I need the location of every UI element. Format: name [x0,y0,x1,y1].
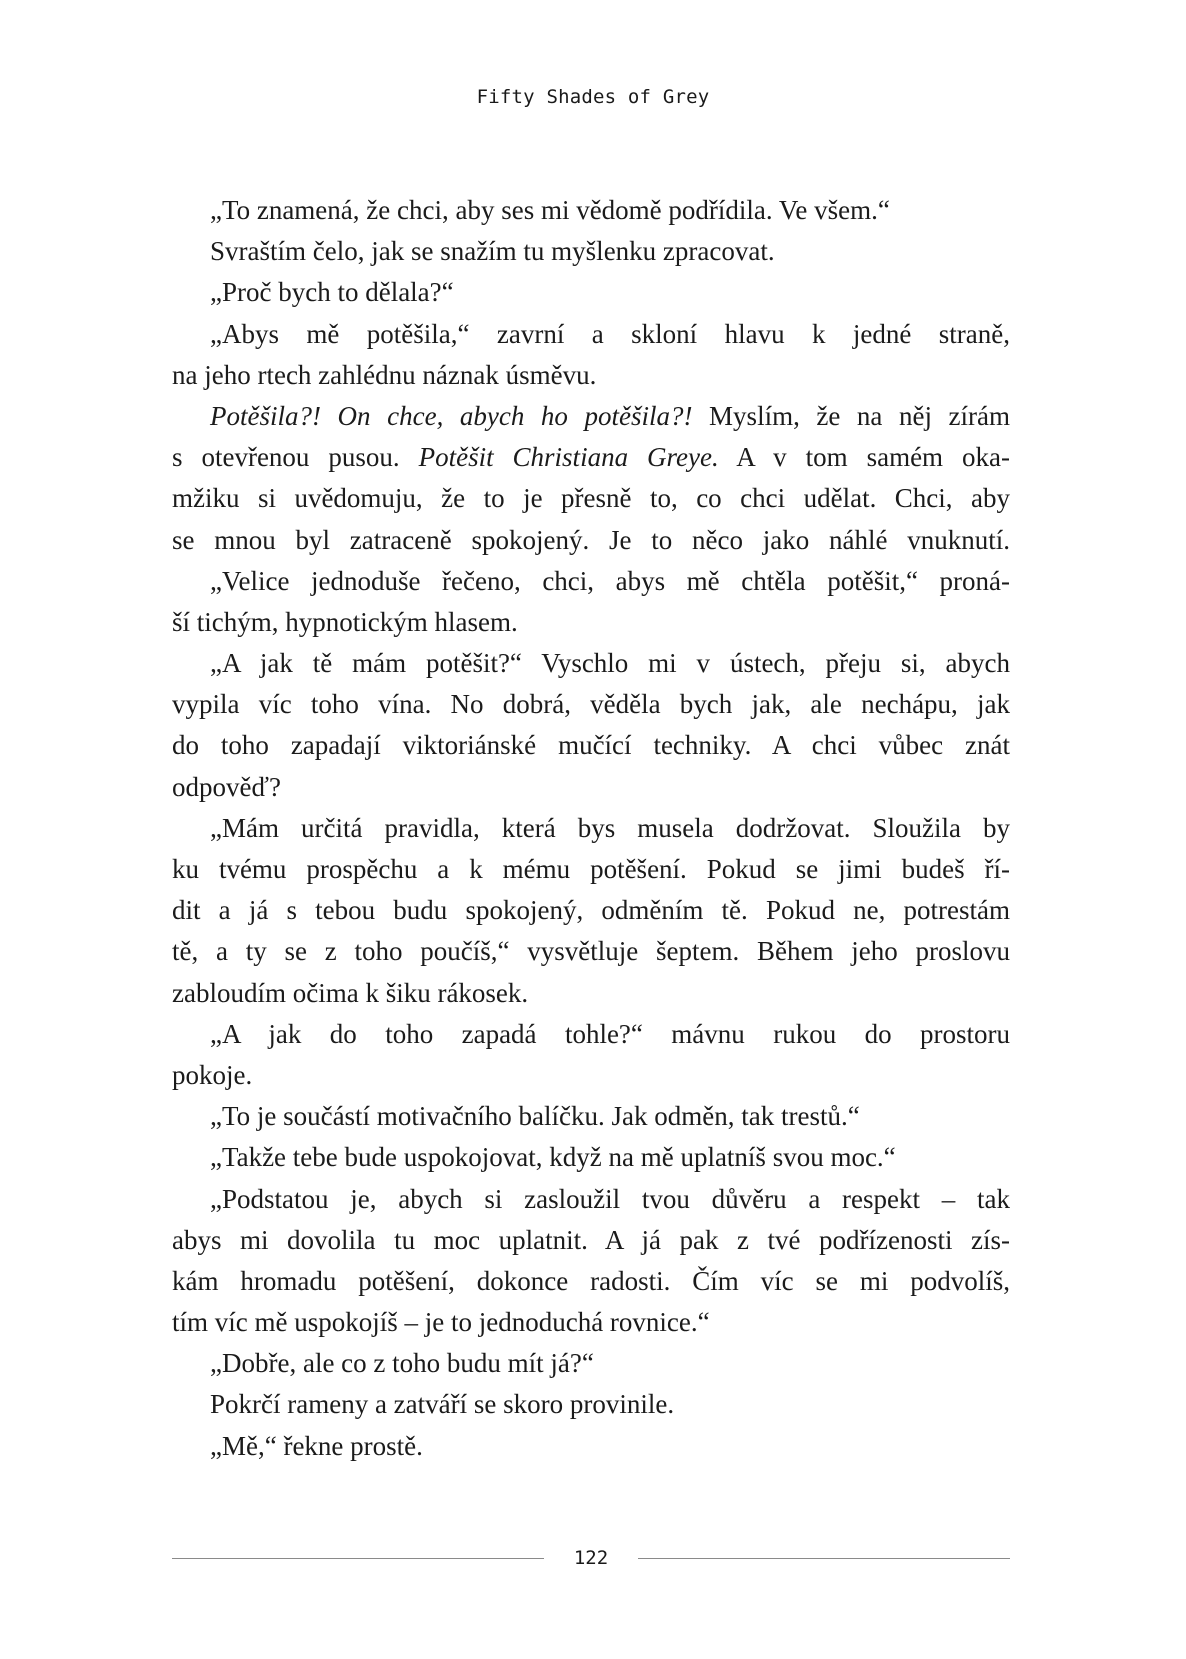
text-segment: Pokrčí rameny a zatváří se skoro provinile. [210,1389,675,1420]
text-segment: „Podstatou je, abych si zasloužil tvou důvěru a respekt – tak [210,1183,1010,1214]
text-segment: „Mě,“ řekne prostě. [210,1430,423,1461]
text-segment: „Dobře, ale co z toho budu mít já?“ [210,1348,594,1379]
text-segment: „A jak do toho zapadá tohle?“ mávnu rukou do prostoru [210,1018,1010,1049]
text-line [172,478,1010,519]
page-footer [172,1545,1010,1571]
italic-text-segment: Potěšila?! On chce, abych ho potěšila?! [210,400,693,431]
text-line [172,355,1010,396]
text-segment: „Velice jednoduše řečeno, chci, abys mě chtěla potěšit,“ proná- [210,565,1010,596]
text-segment: s otevřenou pusou. [172,442,419,473]
text-segment: zabloudím očima k šiku rákosek. [172,977,529,1008]
text-line [172,1426,1010,1467]
text-segment: A v tom samém oka- [718,442,1010,473]
text-line [172,890,1010,931]
text-segment: „Abys mě potěšila,“ zavrní a skloní hlavu k jedné straně, [210,318,1010,349]
text-segment: na jeho rtech zahlédnu náznak úsměvu. [172,359,597,390]
text-segment: ku tvému prospěchu a k mému potěšení. Pokud se jimi budeš ří- [172,854,1010,884]
text-segment: abys mi dovolila tu moc uplatnit. A já pak z tvé podřízenosti zís- [172,1224,1010,1255]
text-line [172,1137,1010,1178]
text-segment: kám hromadu potěšení, dokonce radosti. Čím víc se mi podvolíš, [172,1265,1010,1296]
text-line [172,437,1010,478]
running-head-title: Fifty Shades of Grey [476,86,710,108]
text-line [172,931,1010,972]
text-segment: „Takže tebe bude uspokojovat, když na mě uplatníš svou moc.“ [210,1142,896,1173]
text-line [172,808,1010,849]
text-segment: „To je součástí motivačního balíčku. Jak odměn, tak trestů.“ [210,1101,860,1132]
text-segment: „To znamená, že chci, aby ses mi vědomě podřídila. Ve všem.“ [210,195,890,225]
text-line [172,1055,1010,1096]
text-segment: „A jak tě mám potěšit?“ Vyschlo mi v ústech, přeju si, abych [210,648,1010,679]
page-number: 122 [573,1547,609,1569]
text-line [172,231,1010,272]
text-line [172,602,1010,643]
text-segment: pokoje. [172,1059,253,1090]
text-line [172,1179,1010,1220]
text-line [172,1096,1010,1137]
text-line [172,767,1010,808]
text-segment: Myslím, že na něj zírám [692,400,1010,431]
text-segment: „Proč bych to dělala?“ [210,277,454,308]
text-segment: do toho zapadají viktoriánské mučící techniky. A chci vůbec znát [172,730,1010,761]
text-segment: „Mám určitá pravidla, která bys musela dodržovat. Sloužila by [210,812,1010,843]
text-segment: mžiku si uvědomuju, že to je přesně to, co chci udělat. Chci, aby [172,483,1010,514]
footer-rule-right [638,1558,1010,1559]
text-line [172,520,1010,561]
text-line [172,1302,1010,1343]
page-body-text [172,190,1010,1467]
text-segment: vypila víc toho vína. No dobrá, věděla bych jak, ale nechápu, jak [172,689,1010,720]
text-segment: Svraštím čelo, jak se snažím tu myšlenku zpracovat. [210,236,775,267]
text-line [172,973,1010,1014]
footer-rule-left [172,1558,544,1559]
text-segment: odpověď? [172,771,281,802]
text-line [172,1384,1010,1425]
italic-text-segment: Potěšit Christiana Greye. [418,442,719,473]
text-line [172,1220,1010,1261]
text-line [172,725,1010,766]
text-segment: ší tichým, hypnotickým hlasem. [172,606,518,637]
text-line [172,314,1010,355]
text-segment: tě, a ty se z toho poučíš,“ vysvětluje šeptem. Během jeho proslovu [172,936,1010,967]
text-segment: tím víc mě uspokojíš – je to jednoduchá rovnice.“ [172,1307,710,1338]
text-line [172,1261,1010,1302]
text-segment: dit a já s tebou budu spokojený, odměním tě. Pokud ne, potrestám [172,895,1010,926]
text-line [172,643,1010,684]
text-line [172,561,1010,602]
text-line [172,1014,1010,1055]
text-line [172,684,1010,725]
text-line [172,849,1010,890]
text-segment: se mnou byl zatraceně spokojený. Je to něco jako náhlé vnuknutí. [172,524,1010,555]
text-line [172,190,1010,231]
text-line [172,1343,1010,1384]
text-line [172,396,1010,437]
text-line [172,272,1010,313]
